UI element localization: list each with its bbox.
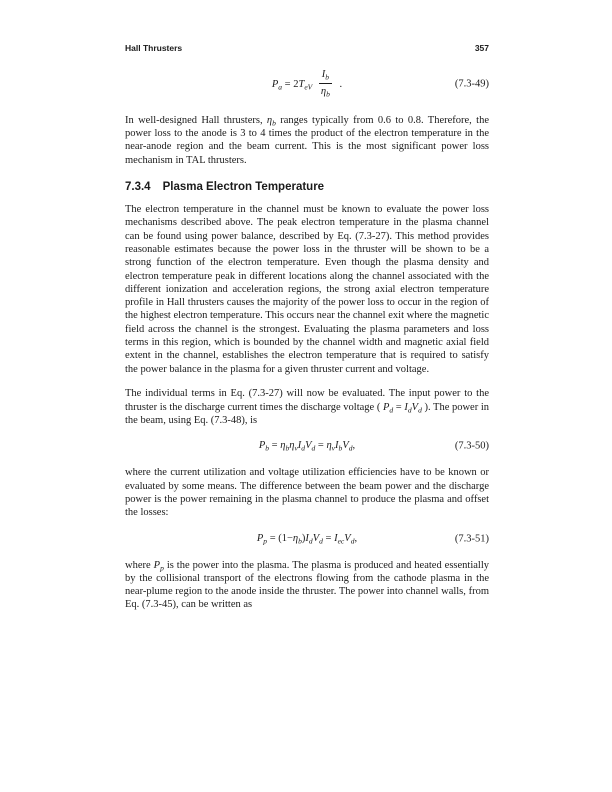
fraction-denominator: $\eta_b$ [320, 85, 330, 98]
paragraph-individual-terms: The individual terms in Eq. (7.3-27) will now be evaluated. The input power to the thruster is the discharge current times the discharge voltage ( $P_d = I_dV_d$ ). The power in the beam, using Eq. (7.3-48), is [125, 388, 490, 427]
section-number: 7.3.4 [125, 181, 151, 194]
equation-7-3-49-fraction [319, 68, 332, 98]
equation-7-3-49-body [272, 69, 342, 99]
equation-7-3-51-body: $P_p = (1-\eta_b)I_dV_d = I_{ec}V_d$, [256, 532, 358, 545]
equation-7-3-50-body: $P_b = \eta_b\eta_vI_dV_d = \eta_vI_bV_d$, [258, 440, 356, 453]
paragraph-utilization-efficiencies: where the current utilization and voltage utilization efficiencies have to be known or evaluated by some means. The difference between the beam power and the discharge power is the power remaining in the plasma channel to produce the plasma and offset the losses: [125, 467, 489, 519]
section-heading-7-3-4 [125, 181, 489, 194]
equation-7-3-50 [125, 439, 489, 453]
fraction-numerator: $I_b$ [319, 68, 332, 83]
equation-7-3-51 [125, 532, 489, 546]
equation-7-3-49-number: (7.3-49) [454, 78, 489, 90]
page-number: 357 [474, 43, 489, 53]
page-header [125, 42, 489, 55]
equation-7-3-50-number: (7.3-50) [454, 440, 489, 452]
running-head-title: Hall Thrusters [125, 43, 183, 53]
paragraph-electron-temperature: The electron temperature in the channel must be known to evaluate the power loss mechanisms described above. The peak electron temperature in the plasma channel can be found using power balance, described by Eq. (7.3-27). This method provides reasonable estimates because the power loss in the thruster will be shown to be a strong function of the electron temperature. Even though the plasma density and electron temperature peak in different locations along the channel associated with the different ionization and acceleration regions, the strong axial electron temperature profile in Hall thrusters causes the majority of the power loss to occur in the region of the highest electron temperature. This occurs near the channel exit where the magnetic field across the channel is the strongest. Evaluating the plasma parameters and loss terms in this region, which is bounded by the channel width and magnetic axial field extent in the channel, establishes the electron temperature that is required to satisfy the power balance in the plasma for a given thruster current and voltage. [125, 204, 489, 375]
paragraph-anode-power-loss: In well-designed Hall thrusters, $\eta_b$ ranges typically from 0.6 to 0.8. Therefore, the power loss to the anode is 3 to 4 times the product of the electron temperature in the near-anode region and the beam current. This is the most significant power loss mechanism in TAL thrusters. [125, 114, 489, 166]
equation-7-3-49 [125, 69, 489, 99]
paragraph-power-into-plasma: where $P_p$ is the power into the plasma. The plasma is produced and heated essentially by the collisional transport of the electrons flowing from the cathode plasma in the near-plume region to the anode inside the thruster. The power into channel walls, from Eq. (7.3-45), can be written as [125, 559, 489, 611]
equation-7-3-49-lhs: $P_a = 2T_{eV}$ [271, 78, 313, 91]
section-title: Plasma Electron Temperature [162, 181, 325, 194]
equation-7-3-51-number: (7.3-51) [454, 532, 489, 544]
equation-7-3-49-period: . [339, 78, 343, 90]
